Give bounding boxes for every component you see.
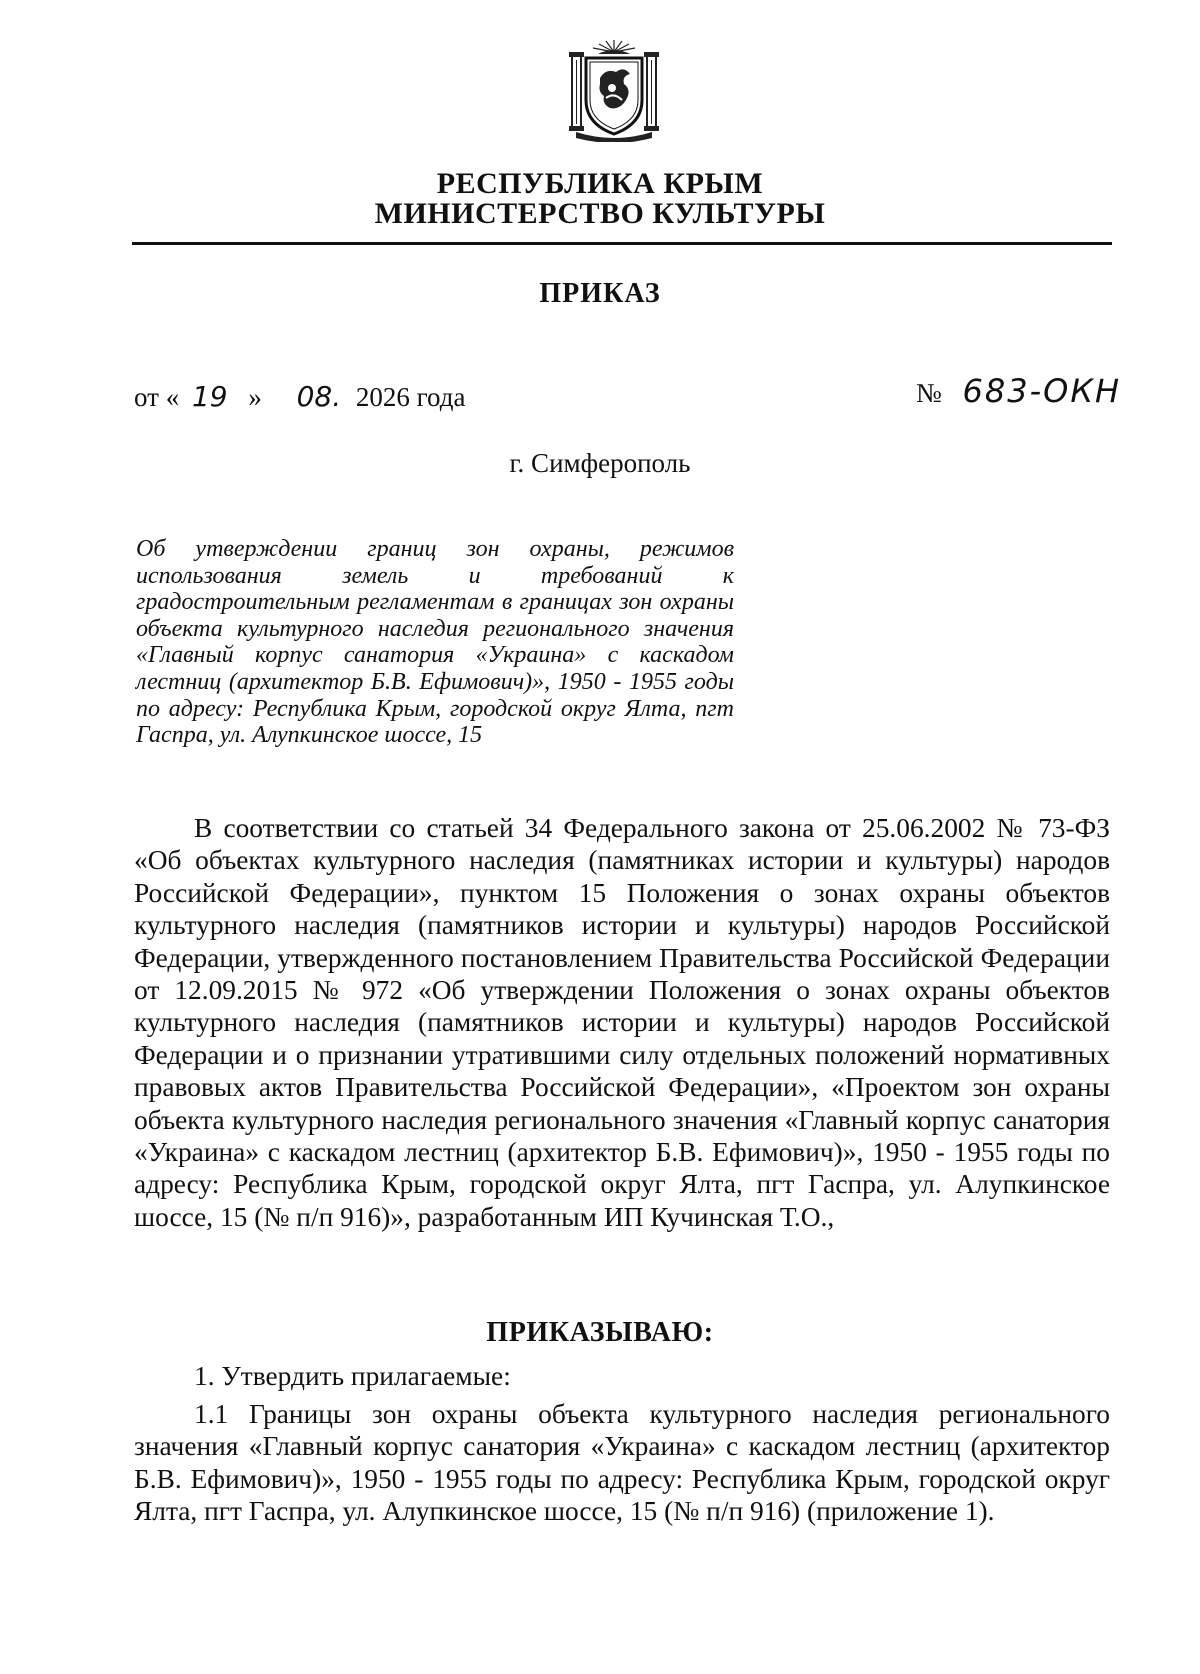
ministry-name: МИНИСТЕРСТВО КУЛЬТУРЫ [374,197,826,230]
city: г. Симферополь [509,448,691,478]
item-1-1: 1.1 Границы зон охраны объекта культурного наследия регионального значения «Главный корпус санатория «Украина» с каскадом лестниц (архитектор Б.В. Ефимович)», 1950 - 1955 годы по адресу: Республика Крым, городской округ Ялта, пгт Гаспра, ул. Алупкинское шоссе, 15 (№ п/п 916) (приложение 1). [134,1399,1110,1527]
order-number [916,372,1121,410]
document-title: ПРИКАЗ [539,278,661,309]
order-date [134,380,465,413]
date-day: 19 [191,380,228,413]
item-1: 1. Утвердить прилагаемые: [194,1361,511,1391]
date-close-quote: » [248,382,262,412]
number-sign: № [916,378,942,408]
order-heading: ПРИКАЗЫВАЮ: [486,1317,714,1348]
header-divider [132,242,1112,245]
republic-name: РЕСПУБЛИКА КРЫМ [436,167,764,200]
date-prefix: от « [134,382,180,412]
preamble-paragraph: В соответствии со статьей 34 Федерального закона от 25.06.2002 № 73-ФЗ «Об объектах культурного наследия (памятниках истории и культуры) народов Российской Федерации», пунктом 15 Положения о зонах охраны объектов культурного наследия (памятников истории и культуры) народов Российской Федерации, утвержденного постановлением Правительства Российской Федерации от 12.09.2015 № 972 «Об утверждении Положения о зонах охраны объектов культурного наследия (памятников истории и культуры) народов Российской Федерации и о признании утратившими силу отдельных положений нормативных правовых актов Правительства Российской Федерации», «Проектом зон охраны объекта культурного наследия регионального значения «Главный корпус санатория «Украина» с каскадом лестниц (архитектор Б.В. Ефимович)», 1950 - 1955 годы по адресу: Республика Крым, городской округ Ялта, пгт Гаспра, ул. Алупкинское шоссе, 15 (№ п/п 916)», разработанным ИП Кучинская Т.О., [134,813,1110,1232]
order-subject: Об утверждении границ зон охраны, режимов использования земель и требований к градостроительным регламентам в границах зон охраны объекта культурного наследия регионального значения «Главный корпус санатория «Украина» с каскадом лестниц (архитектор Б.В. Ефимович)», 1950 - 1955 годы по адресу: Республика Крым, городской округ Ялта, пгт Гаспра, ул. Алупкинское шоссе, 15 [136,536,734,749]
number-value: 683-ОКН [962,372,1122,410]
coat-of-arms-icon [562,38,666,142]
date-year: 2026 года [355,382,466,412]
date-month: 08. [296,380,342,413]
